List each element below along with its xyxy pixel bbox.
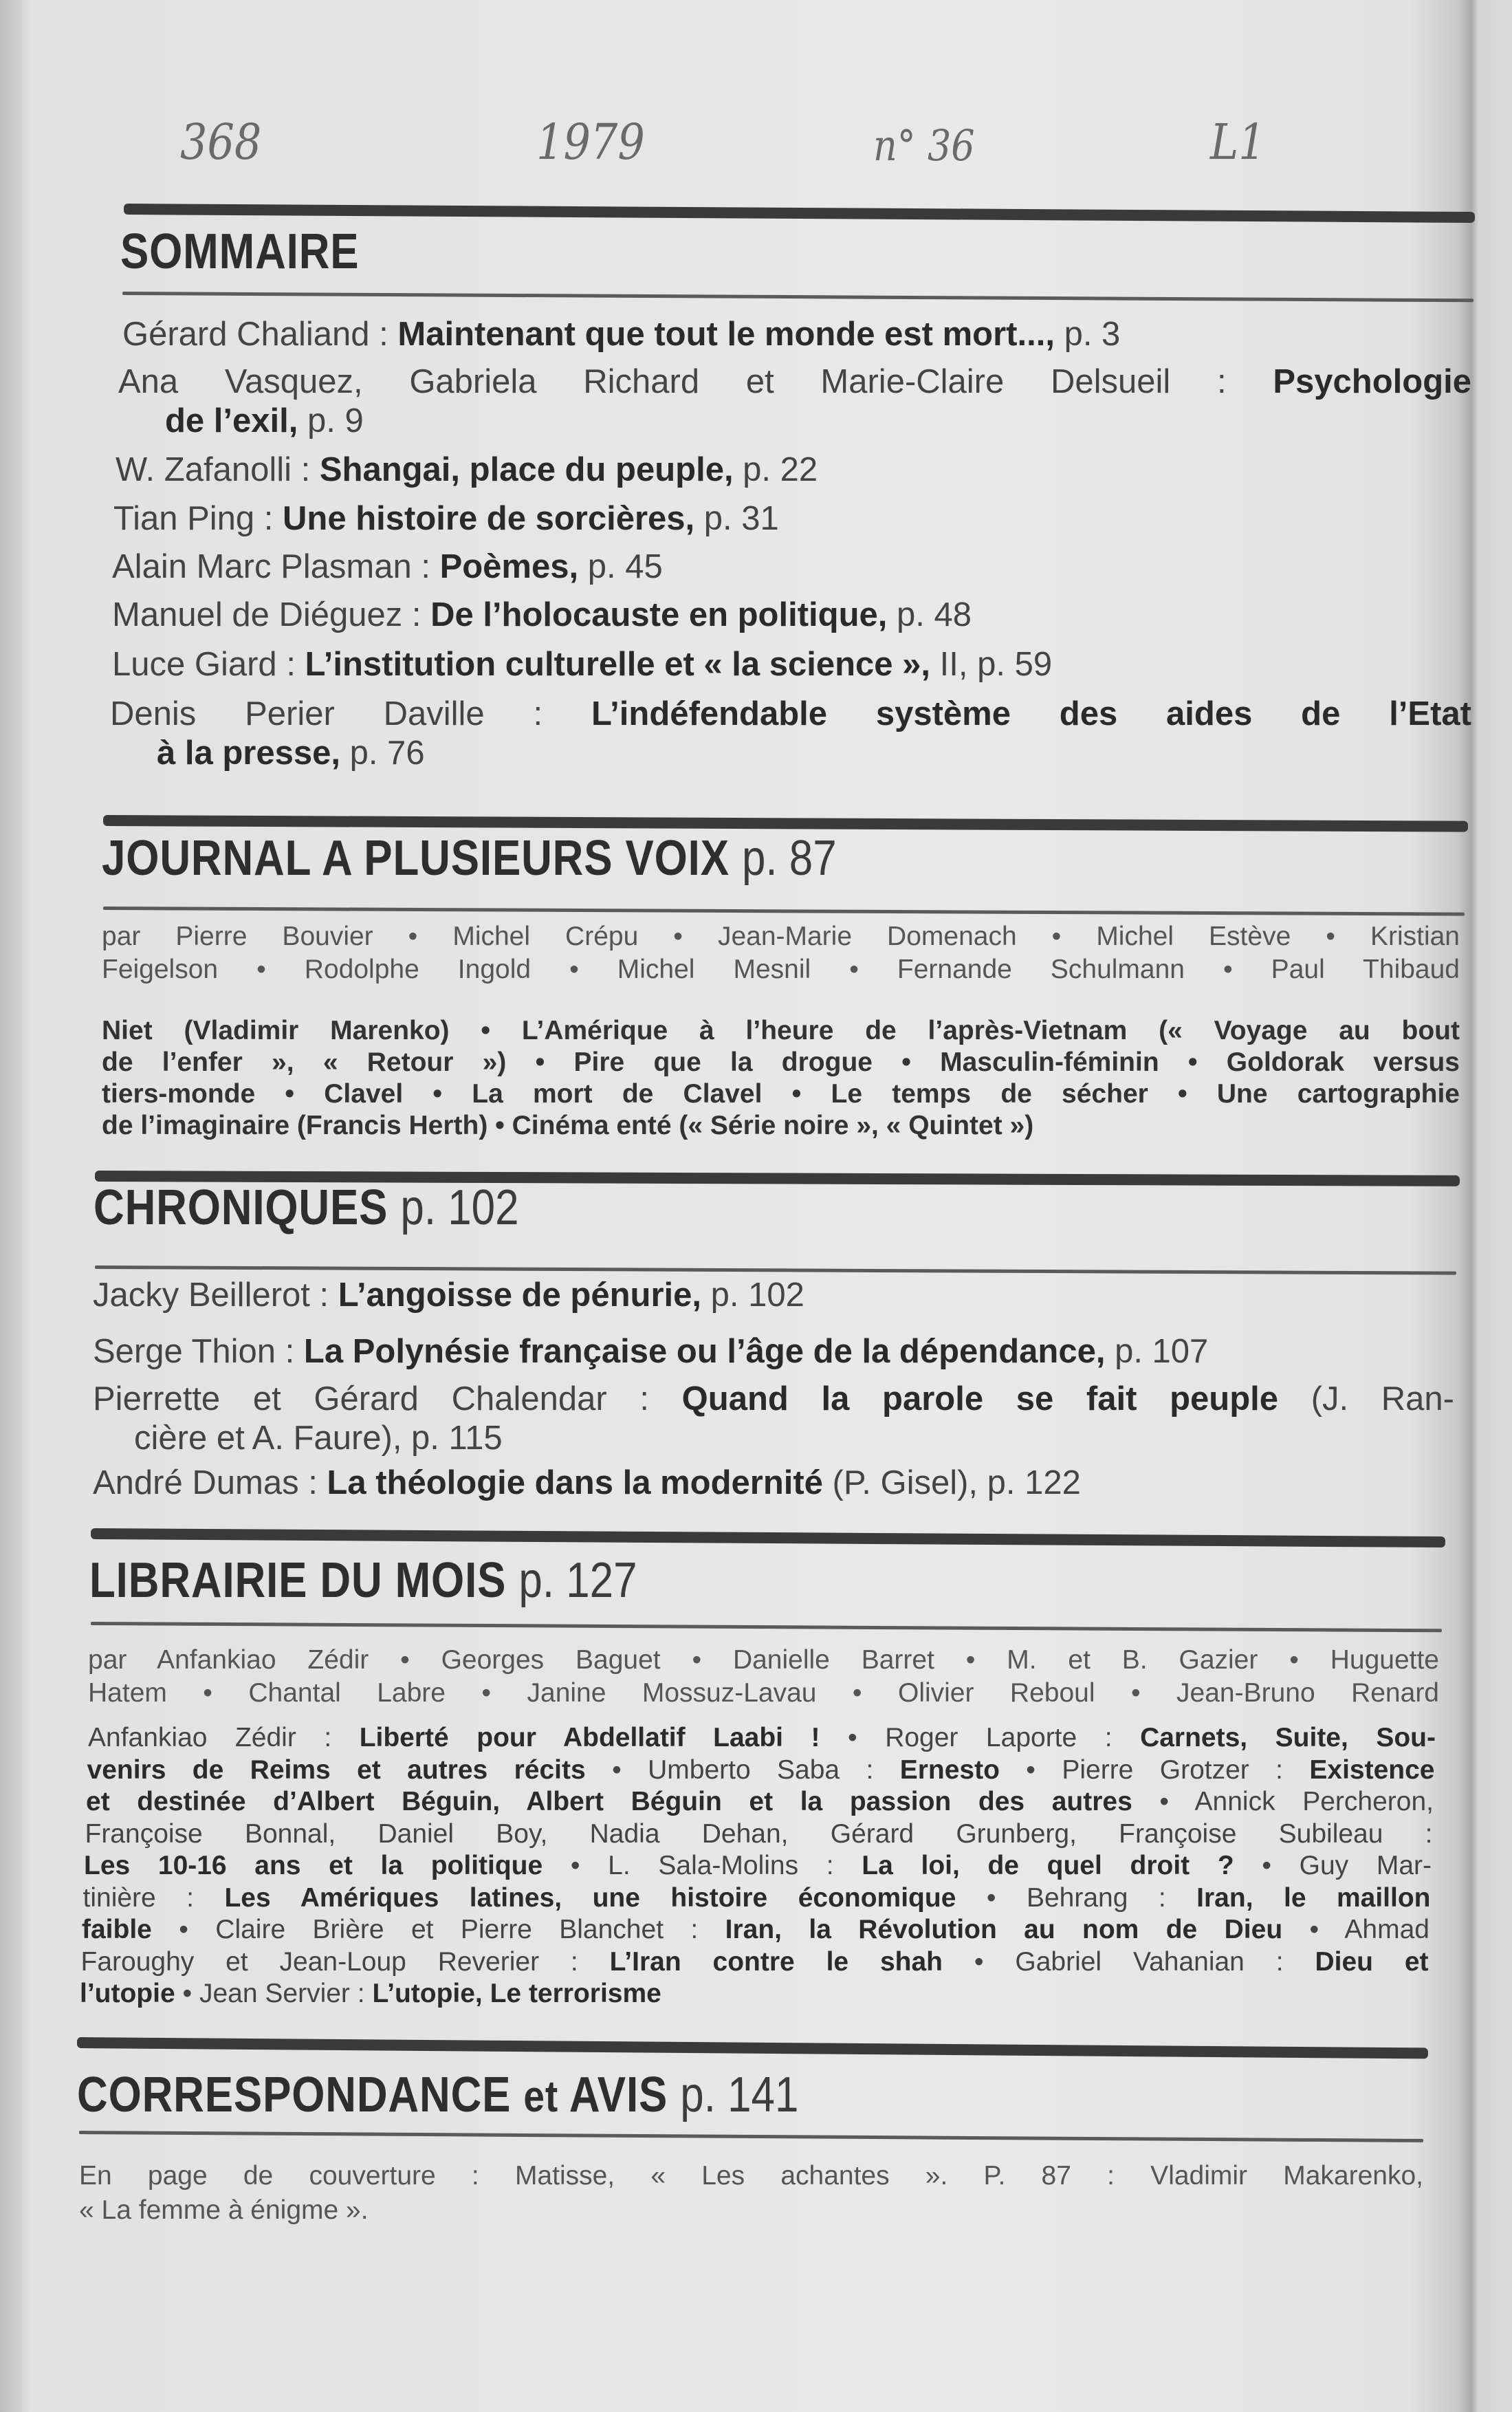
journal-page: p. 87 (741, 831, 837, 886)
toc-entry (113, 499, 1471, 539)
review-book-title: Ernesto (899, 1755, 1000, 1785)
correspondance-title-part2: et (523, 2072, 559, 2121)
toc-entry-line2 (110, 734, 1471, 773)
chronique-entry-line2: cière et A. Faure), p. 115 (134, 1420, 503, 1457)
entry-reviewed-author: (P. Gisel), (822, 1464, 978, 1501)
section-rule-thin (79, 2131, 1423, 2142)
journal-topic-line: de l’imaginaire (Francis Herth) • Cinéma enté (« Série noire », « Quintet ») (102, 1111, 1034, 1140)
section-rule-thick (103, 815, 1468, 832)
entry-title: La théologie dans la modernité (327, 1464, 823, 1501)
sommaire-title: SOMMAIRE (120, 224, 360, 279)
correspondance-page: p. 141 (680, 2067, 799, 2122)
journal-section-title (102, 831, 837, 886)
review-book-title: Liberté pour Abdellatif Laabi ! (359, 1723, 820, 1752)
journal-contributors-line1: par Pierre Bouvier • Michel Crépu • Jean-Marie Domenach • Michel Estève • Kristian (102, 922, 1460, 951)
review-author-text: • L. Sala-Molins : (543, 1851, 862, 1880)
correspondance-title-part1: CORRESPONDANCE (77, 2067, 512, 2122)
entry-separator: : (369, 316, 398, 353)
cover-credit-line2: « La femme à énigme ». (79, 2195, 369, 2225)
correspondance-section-title (77, 2067, 799, 2122)
toc-entry-line1 (116, 450, 1471, 490)
entry-separator: : (276, 646, 305, 683)
librairie-title: LIBRAIRIE DU MOIS (89, 1553, 507, 1608)
review-author-text: • Umberto Saba : (585, 1755, 900, 1785)
chroniques-section-title (94, 1180, 519, 1235)
toc-entry-line1 (118, 362, 1471, 402)
chronique-entry (93, 1276, 1454, 1315)
entry-page: p. 122 (978, 1464, 1081, 1501)
entry-page: p. 3 (1054, 316, 1121, 353)
chronique-entry-line1 (93, 1464, 1454, 1503)
chronique-entry-line1 (93, 1380, 1454, 1419)
review-book-title: Carnets, Suite, Sou- (1140, 1723, 1436, 1752)
librairie-contributors-line1: par Anfankiao Zédir • Georges Baguet • Danielle Barret • M. et B. Gazier • Huguette (88, 1645, 1439, 1675)
toc-entry-line1 (112, 547, 1471, 587)
toc-entry (110, 695, 1471, 773)
section-rule-thin (122, 292, 1473, 302)
entry-separator: : (309, 1276, 338, 1314)
entry-page: II, p. 59 (930, 646, 1053, 683)
entry-title-continued: de l’exil, (165, 402, 298, 439)
review-book-title: l’utopie (80, 1979, 175, 2008)
toc-entry-line1 (113, 499, 1471, 539)
entry-author: Tian Ping (113, 500, 255, 537)
entry-page: p. 107 (1105, 1333, 1209, 1370)
entry-page: p. 45 (578, 548, 663, 585)
entry-author: Manuel de Diéguez (112, 596, 403, 633)
entry-title: Shangai, place du peuple, (319, 451, 734, 488)
review-line (83, 1882, 1431, 1915)
entry-author: André Dumas (93, 1464, 299, 1501)
review-book-title: et destinée d’Albert Béguin, Albert Béguin et la passion des autres (86, 1787, 1132, 1816)
chronique-entry (93, 1464, 1454, 1503)
handwritten-note-issue: n° 36 (873, 120, 975, 171)
toc-entry-line1 (112, 596, 1471, 635)
entry-title: Poèmes, (439, 548, 579, 585)
entry-title: L’institution culturelle et « la science », (305, 646, 931, 683)
entry-title: Maintenant que tout le monde est mort..., (397, 316, 1055, 353)
review-author-text: • Roger Laporte : (820, 1723, 1141, 1752)
chroniques-title: CHRONIQUES (94, 1180, 388, 1235)
entry-separator: : (402, 596, 431, 633)
entry-title: Quand la parole se fait peuple (681, 1380, 1279, 1417)
review-author-text: • Gabriel Vahanian : (942, 1947, 1315, 1977)
review-author-text: • Pierre Grotzer : (999, 1755, 1310, 1785)
review-book-title: La loi, de quel droit ? (862, 1851, 1234, 1880)
review-author-text: Anfankiao Zédir : (88, 1723, 360, 1752)
entry-title: Une histoire de sorcières, (283, 500, 695, 537)
handwritten-note-number: 368 (180, 113, 262, 171)
review-line (81, 1946, 1429, 1979)
review-book-title: Existence (1309, 1755, 1435, 1785)
entry-title: L’angoisse de pénurie, (338, 1276, 702, 1314)
review-book-title: Iran, le maillon (1196, 1883, 1431, 1913)
entry-page: p. 31 (694, 500, 779, 537)
review-author-text: • Ahmad (1282, 1915, 1429, 1944)
review-line (80, 1977, 1427, 2010)
section-rule-thick (124, 204, 1475, 223)
entry-separator: : (411, 548, 440, 585)
toc-entry-line1 (122, 315, 1471, 354)
review-author-text: Françoise Bonnal, Daniel Boy, Nadia Dehan, Gérard Grunberg, Françoise Subileau : (85, 1819, 1433, 1849)
review-line (87, 1754, 1435, 1787)
entry-page: p. 22 (733, 451, 818, 488)
review-book-title: Iran, la Révolution au nom de Dieu (725, 1915, 1283, 1944)
toc-entry-line1 (112, 645, 1471, 684)
journal-topic-line: tiers-monde • Clavel • La mort de Clavel • Le temps de sécher • Une cartographie (102, 1079, 1460, 1109)
entry-page: p. 102 (701, 1276, 804, 1314)
review-author-text: • Claire Brière et Pierre Blanchet : (151, 1915, 725, 1944)
entry-author: Jacky Beillerot (93, 1276, 310, 1314)
entry-author: Pierrette et Gérard Chalendar (93, 1380, 607, 1417)
toc-entry (112, 596, 1471, 635)
entry-title-continued: à la presse, (157, 735, 340, 772)
entry-author: Denis Perier Daville (110, 695, 485, 732)
entry-author: Ana Vasquez, Gabriela Richard et Marie-Claire Delsueil (118, 363, 1171, 400)
review-line (82, 1913, 1429, 1946)
entry-title: L’indéfendable système des aides de l’Etat (591, 695, 1471, 732)
review-author-text: • Jean Servier : (175, 1979, 373, 2008)
toc-entry (118, 362, 1471, 441)
review-book-title: faible (82, 1915, 152, 1944)
section-rule-thin (91, 1622, 1442, 1632)
librairie-contributors-line2: Hatem • Chantal Labre • Janine Mossuz-Lavau • Olivier Reboul • Jean-Bruno Renard (88, 1678, 1439, 1708)
entry-separator: : (484, 695, 591, 732)
journal-topic-line: Niet (Vladimir Marenko) • L’Amérique à l’heure de l’après-Vietnam (« Voyage au bout (102, 1016, 1460, 1045)
correspondance-title-part3: AVIS (569, 2067, 668, 2122)
review-book-title: Les 10-16 ans et la politique (84, 1851, 543, 1880)
entry-separator: : (276, 1333, 304, 1370)
review-line (86, 1785, 1434, 1818)
chronique-entry (93, 1332, 1454, 1371)
toc-entry (112, 645, 1471, 684)
entry-author: Serge Thion (93, 1333, 276, 1370)
review-book-title: L’Iran contre le shah (609, 1947, 943, 1977)
review-book-title: venirs de Reims et autres récits (87, 1755, 586, 1785)
review-line (84, 1849, 1432, 1882)
entry-separator: : (298, 1464, 327, 1501)
entry-page: p. 9 (298, 402, 364, 439)
toc-entry (122, 315, 1471, 354)
entry-separator: : (254, 500, 283, 537)
chroniques-page: p. 102 (400, 1180, 519, 1235)
toc-entry (112, 547, 1471, 587)
toc-entry-line1 (110, 695, 1471, 734)
entry-author: Alain Marc Plasman (112, 548, 412, 585)
section-rule-thick (91, 1528, 1445, 1547)
toc-entry (116, 450, 1471, 490)
section-rule-thin (103, 906, 1465, 916)
review-line (85, 1818, 1433, 1851)
entry-title: La Polynésie française ou l’âge de la dépendance, (303, 1333, 1106, 1370)
journal-title: JOURNAL A PLUSIEURS VOIX (102, 831, 730, 886)
toc-entry-line2 (118, 402, 1471, 441)
review-author-text: tinière : (83, 1883, 225, 1913)
entry-title: De l’holocauste en politique, (430, 596, 888, 633)
review-author-text: • Annick Percheron, (1132, 1787, 1434, 1816)
entry-separator: : (606, 1380, 682, 1417)
chronique-entry (93, 1380, 1454, 1458)
handwritten-note-shelf: L1 (1210, 113, 1266, 171)
entry-author: W. Zafanolli (116, 451, 292, 488)
entry-separator: : (291, 451, 320, 488)
entry-separator: : (1170, 363, 1273, 400)
review-author-text: • Guy Mar- (1234, 1851, 1432, 1880)
review-book-title: L’utopie, Le terrorisme (372, 1979, 661, 2008)
librairie-section-title (89, 1553, 637, 1608)
review-author-text: • Behrang : (956, 1883, 1197, 1913)
cover-credit-line1: En page de couverture : Matisse, « Les achantes ». P. 87 : Vladimir Makarenko, (79, 2161, 1423, 2191)
review-book-title: Les Amériques latines, une histoire économique (224, 1883, 956, 1913)
entry-page: p. 48 (887, 596, 972, 633)
journal-topic-line: de l’enfer », « Retour ») • Pire que la drogue • Masculin-féminin • Goldorak versus (102, 1047, 1460, 1077)
entry-title: Psychologie (1273, 363, 1471, 400)
entry-author: Luce Giard (112, 646, 277, 683)
review-line (88, 1721, 1436, 1754)
chronique-entry-line1 (93, 1276, 1454, 1315)
review-author-text: Faroughy et Jean-Loup Reverier : (80, 1947, 610, 1977)
entry-reviewed-author: (J. Ran- (1278, 1380, 1455, 1417)
review-book-title: Dieu et (1315, 1947, 1429, 1977)
entry-page: p. 76 (340, 735, 425, 772)
librairie-page: p. 127 (518, 1553, 637, 1608)
chronique-entry-line1 (93, 1332, 1454, 1371)
entry-author: Gérard Chaliand (122, 316, 370, 353)
section-rule-thick (77, 2037, 1428, 2058)
handwritten-note-year: 1979 (536, 113, 645, 171)
journal-contributors-line2: Feigelson • Rodolphe Ingold • Michel Mesnil • Fernande Schulmann • Paul Thibaud (102, 955, 1460, 984)
section-rule-thin (95, 1265, 1456, 1275)
